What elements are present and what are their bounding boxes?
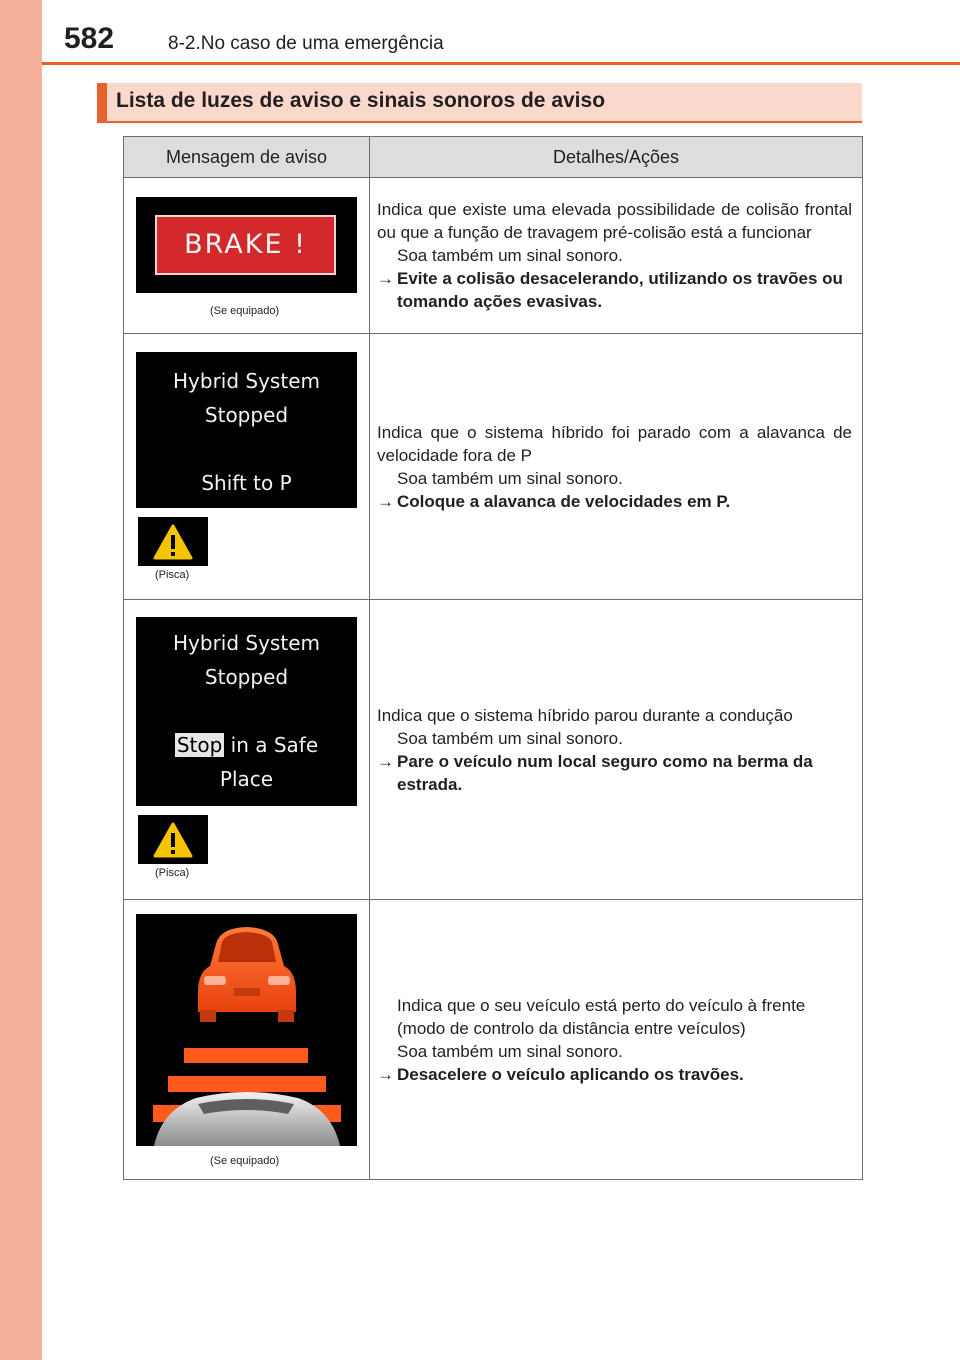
message-cell bbox=[124, 900, 370, 1180]
details-text: Indica que o sistema híbrido foi parado com a alavanca de velocidade fora de P bbox=[377, 422, 852, 465]
display-line: Hybrid System bbox=[173, 631, 320, 655]
display-word: in a Safe bbox=[230, 733, 319, 757]
car-approach-display bbox=[136, 914, 357, 1146]
display-line: Stopped bbox=[204, 665, 289, 689]
chapter-title: 8-2.No caso de uma emergência bbox=[168, 33, 444, 54]
display-line: Stopped bbox=[204, 403, 289, 427]
details-cell bbox=[370, 900, 863, 1180]
details-text: Indica que existe uma elevada possibilidade de colisão frontal ou que a função de travagem pré-colisão está a funcionar bbox=[377, 200, 852, 242]
hybrid-stop-display bbox=[136, 617, 357, 806]
side-strip bbox=[0, 0, 42, 1360]
caption: (Pisca) bbox=[155, 867, 190, 879]
section-title: Lista de luzes de aviso e sinais sonoros de aviso bbox=[116, 89, 606, 112]
action-text bbox=[377, 750, 852, 796]
message-cell bbox=[124, 178, 370, 334]
warning-table bbox=[123, 136, 863, 1180]
details-text: Indica que o seu veículo está perto do veículo à frente (modo de controlo da distância entre veículos) bbox=[397, 995, 806, 1038]
header-rule bbox=[42, 62, 960, 65]
column-header-details: Detalhes/Ações bbox=[370, 137, 863, 178]
display-line: Hybrid System bbox=[173, 369, 320, 393]
caption: (Se equipado) bbox=[210, 1155, 280, 1167]
display-line: Shift to P bbox=[201, 471, 292, 495]
action-label: Coloque a alavanca de velocidades em P. bbox=[397, 491, 731, 511]
brake-display bbox=[136, 197, 357, 293]
display-line bbox=[136, 728, 357, 762]
action-label: Desacelere o veículo aplicando os travões. bbox=[397, 1064, 744, 1084]
sound-text: Soa também um sinal sonoro. bbox=[397, 728, 623, 748]
page-number: 582 bbox=[64, 22, 115, 55]
column-header-message: Mensagem de aviso bbox=[124, 137, 370, 178]
table-row bbox=[124, 334, 863, 600]
action-label: Evite a colisão desacelerando, utilizando os travões ou tomando ações evasivas. bbox=[397, 269, 843, 311]
arrow-icon: → bbox=[377, 1064, 394, 1084]
sound-text: Soa também um sinal sonoro. bbox=[397, 246, 623, 265]
caption: (Pisca) bbox=[155, 569, 190, 581]
message-cell bbox=[124, 334, 370, 600]
table-row bbox=[124, 178, 863, 334]
arrow-icon: → bbox=[377, 491, 394, 511]
table-row bbox=[124, 600, 863, 900]
arrow-icon: → bbox=[377, 269, 394, 288]
table-header-row bbox=[124, 137, 863, 178]
page-header bbox=[42, 0, 960, 66]
car-approach-icon bbox=[136, 914, 357, 1146]
warning-triangle-icon bbox=[138, 815, 208, 864]
action-text bbox=[377, 1063, 852, 1086]
details-cell bbox=[370, 334, 863, 600]
details-cell bbox=[370, 178, 863, 334]
arrow-icon: → bbox=[377, 751, 394, 771]
sound-text: Soa também um sinal sonoro. bbox=[397, 468, 623, 488]
stop-highlight: Stop bbox=[176, 733, 223, 757]
action-text bbox=[377, 267, 852, 313]
hybrid-shift-display bbox=[136, 352, 357, 508]
warning-triangle-icon bbox=[138, 517, 208, 566]
action-label: Pare o veículo num local seguro como na berma da estrada. bbox=[397, 751, 813, 794]
display-line: Place bbox=[219, 767, 274, 791]
sound-text: Soa também um sinal sonoro. bbox=[397, 1041, 623, 1061]
action-text bbox=[377, 490, 852, 513]
message-cell bbox=[124, 600, 370, 900]
section-heading bbox=[97, 83, 862, 123]
details-text: Indica que o sistema híbrido parou durante a condução bbox=[377, 705, 793, 725]
brake-message: BRAKE ! bbox=[155, 215, 336, 275]
details-cell bbox=[370, 600, 863, 900]
table-row bbox=[124, 900, 863, 1180]
caption: (Se equipado) bbox=[210, 305, 280, 317]
